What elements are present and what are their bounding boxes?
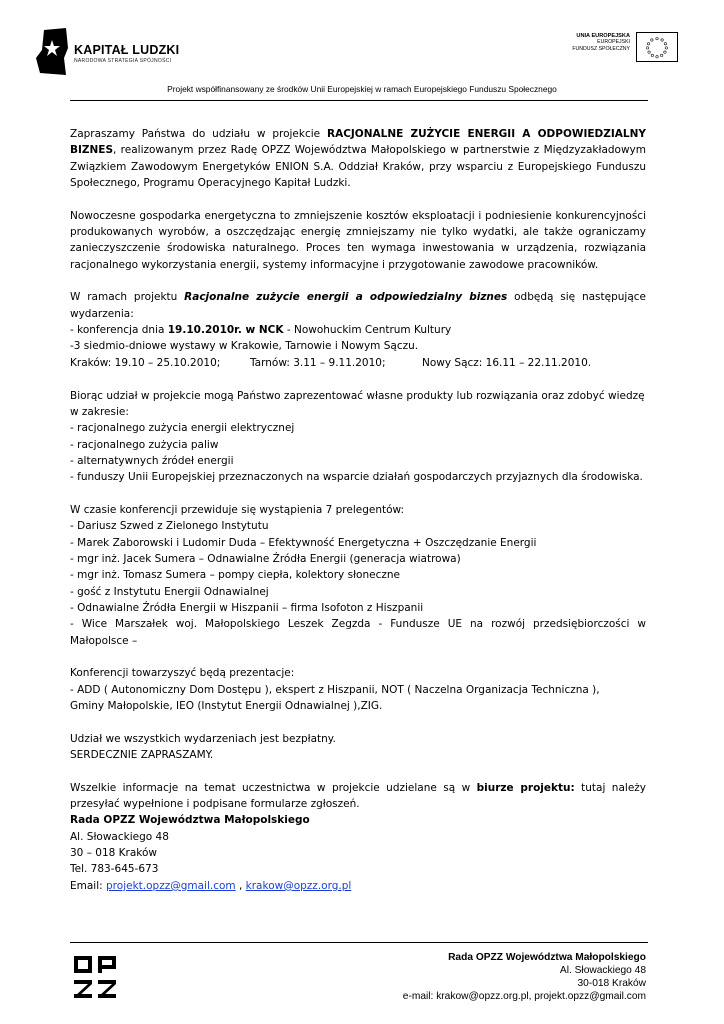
conference-date: 19.10.2010r. w NCK bbox=[167, 324, 284, 337]
presentations-intro: Konferencji towarzyszyć będą prezentacje: bbox=[70, 667, 295, 680]
speaker-item: - gość z Instytutu Energii Odnawialnej bbox=[70, 585, 269, 598]
date-nowy-sacz: Nowy Sącz: 16.11 – 22.11.2010. bbox=[422, 356, 592, 369]
list-item: - funduszy Unii Europejskiej przeznaczonych na wsparcie działań gospodarczych przyjaznych dla środowiska. bbox=[70, 471, 643, 484]
kapital-ludzki-title: KAPITAŁ LUDZKI bbox=[74, 43, 180, 57]
contact-phone: Tel. 783-645-673 bbox=[70, 863, 159, 876]
events-text-b: odbędą się następujące wydarzenia: bbox=[70, 291, 647, 320]
speaker-item: - Marek Zaborowski i Ludomir Duda – Efektywność Energetyczna + Oszczędzanie Energii bbox=[70, 536, 537, 549]
free-line1: Udział we wszystkich wydarzeniach jest bezpłatny. bbox=[70, 732, 336, 745]
contact-intro bbox=[70, 780, 646, 813]
email-link-projekt[interactable]: projekt.opzz@gmail.com bbox=[106, 879, 236, 892]
header-divider bbox=[70, 100, 648, 101]
speaker-item: - mgr inż. Tomasz Sumera – pompy ciepła, kolektory słoneczne bbox=[70, 569, 400, 582]
footer-street: Al. Słowackiego 48 bbox=[559, 965, 646, 976]
speakers-section bbox=[70, 502, 646, 649]
email-separator: , bbox=[235, 879, 246, 892]
free-line2: SERDECZNIE ZAPRASZAMY. bbox=[70, 749, 214, 762]
contact-org: Rada OPZZ Województwa Małopolskiego bbox=[70, 814, 310, 827]
footer-org: Rada OPZZ Województwa Małopolskiego bbox=[448, 952, 646, 963]
speaker-item: - mgr inż. Jacek Sumera – Odnawialne Źródła Energii (generacja wiatrowa) bbox=[70, 552, 461, 565]
email-link-krakow[interactable]: krakow@opzz.org.pl bbox=[245, 879, 352, 892]
contact-street: Al. Słowackiego 48 bbox=[70, 830, 169, 843]
intro-text-b: , realizowanym przez Radę OPZZ Województwa Małopolskiego w partnerstwie z Międzyzakładowym Związkiem Zawodowym Energetyków ENION S.A. Oddział Kraków, przy wsparciu z Europejskiego Funduszu Społecznego, Programu Operacyjnego Kapitał Ludzki. bbox=[70, 144, 646, 190]
intro-text-a: Zapraszamy Państwa do udziału w projekcie bbox=[70, 128, 327, 140]
speaker-item: - Odnawialne Źródła Energii w Hiszpanii – firma Isofoton z Hiszpanii bbox=[70, 601, 424, 614]
letter-body bbox=[70, 126, 646, 894]
project-name-italic: Racjonalne zużycie energii a odpowiedzialny biznes bbox=[184, 291, 508, 304]
presentations-line1: - ADD ( Autonomiczny Dom Dostępu ), ekspert z Hiszpanii, NOT ( Naczelna Organizacja Techniczna ), bbox=[70, 683, 600, 696]
conference-line bbox=[70, 322, 646, 338]
date-tarnow: Tarnów: 3.11 – 9.11.2010; bbox=[250, 356, 386, 369]
footer-divider bbox=[70, 942, 648, 943]
eu-label-line3: FUNDUSZ SPOŁECZNY bbox=[572, 45, 630, 52]
email-label: Email: bbox=[70, 879, 107, 892]
contact-emails bbox=[70, 878, 646, 894]
date-krakow: Kraków: 19.10 – 25.10.2010; bbox=[70, 356, 221, 369]
contact-text-a: Wszelkie informacje na temat uczestnictwa w projekcie udzielane są w bbox=[70, 781, 477, 794]
events-section bbox=[70, 289, 646, 371]
presentations-section bbox=[70, 665, 646, 714]
list-item: - alternatywnych źródeł energii bbox=[70, 454, 234, 467]
list-item: - racjonalnego zużycia energii elektrycznej bbox=[70, 422, 295, 435]
cofinancing-note: Projekt współfinansowany ze środków Unii Europejskiej w ramach Europejskiego Funduszu Społecznego bbox=[167, 84, 557, 94]
footer-city: 30-018 Kraków bbox=[577, 978, 646, 989]
topics-intro: Biorąc udział w projekcie mogą Państwo zaprezentować własne produkty lub rozwiązania oraz zdobyć wiedzę w zakresie: bbox=[70, 389, 645, 418]
free-section bbox=[70, 731, 646, 764]
eu-label-line1: UNIA EUROPEJSKA bbox=[576, 33, 630, 39]
events-intro bbox=[70, 289, 646, 322]
footer-emails: e-mail: krakow@opzz.org.pl, projekt.opzz@gmail.com bbox=[402, 991, 646, 1002]
speakers-intro: W czasie konferencji przewiduje się wystąpienia 7 prelegentów: bbox=[70, 503, 405, 516]
presentations-line2: Gminy Małopolskie, IEO (Instytut Energii Odnawialnej ),ZIG. bbox=[70, 700, 383, 713]
exhibition-dates bbox=[70, 355, 646, 371]
intro-paragraph bbox=[70, 126, 646, 191]
exhibitions-line: -3 siedmio-dniowe wystawy w Krakowie, Tarnowie i Nowym Sączu. bbox=[70, 340, 419, 353]
opzz-logo bbox=[72, 953, 120, 1001]
contact-section bbox=[70, 780, 646, 894]
energy-paragraph: Nowoczesne gospodarka energetyczna to zmniejszenie kosztów eksploatacji i podniesienie konkurencyjności produkowanych wyrobów, a oszczędzając energię zmniejszamy nie tylko wydatki, ale także ograniczamy zanieczyszczenie środowiska naturalnego. Proces ten wymaga inwestowania w urządzenia, rozwiązania racjonalnego wykorzystania energii, systemy informacyjne i przygotowanie zawodowe pracowników. bbox=[70, 209, 646, 271]
speaker-item: - Wice Marszałek woj. Małopolskiego Leszek Zegzda - Fundusze UE na rozwój przedsiębiorczości w Małopolsce – bbox=[70, 618, 646, 647]
kapital-ludzki-subtitle: NARODOWA STRATEGIA SPÓJNOŚCI bbox=[74, 58, 172, 64]
eu-label-line2: EUROPEJSKI bbox=[597, 39, 630, 46]
contact-city: 30 – 018 Kraków bbox=[70, 847, 158, 860]
events-text-a: W ramach projektu bbox=[70, 291, 185, 304]
eu-flag-icon bbox=[636, 32, 678, 62]
project-office: biurze projektu: bbox=[476, 781, 575, 794]
speaker-item: - Dariusz Szwed z Zielonego Instytutu bbox=[70, 520, 269, 533]
list-item: - racjonalnego zużycia paliw bbox=[70, 438, 219, 451]
topics-section bbox=[70, 388, 646, 486]
footer-address bbox=[403, 951, 646, 1003]
conference-text-b: - Nowohuckim Centrum Kultury bbox=[283, 324, 452, 337]
conference-text-a: - konferencja dnia bbox=[70, 324, 168, 337]
contact-text-b: tutaj należy przesyłać wypełnione i podpisane formularze zgłoszeń. bbox=[70, 781, 647, 811]
project-name-bold: RACJONALNE ZUŻYCIE ENERGII A ODPOWIEDZIALNY BIZNES bbox=[70, 128, 646, 157]
eu-label bbox=[572, 33, 630, 52]
